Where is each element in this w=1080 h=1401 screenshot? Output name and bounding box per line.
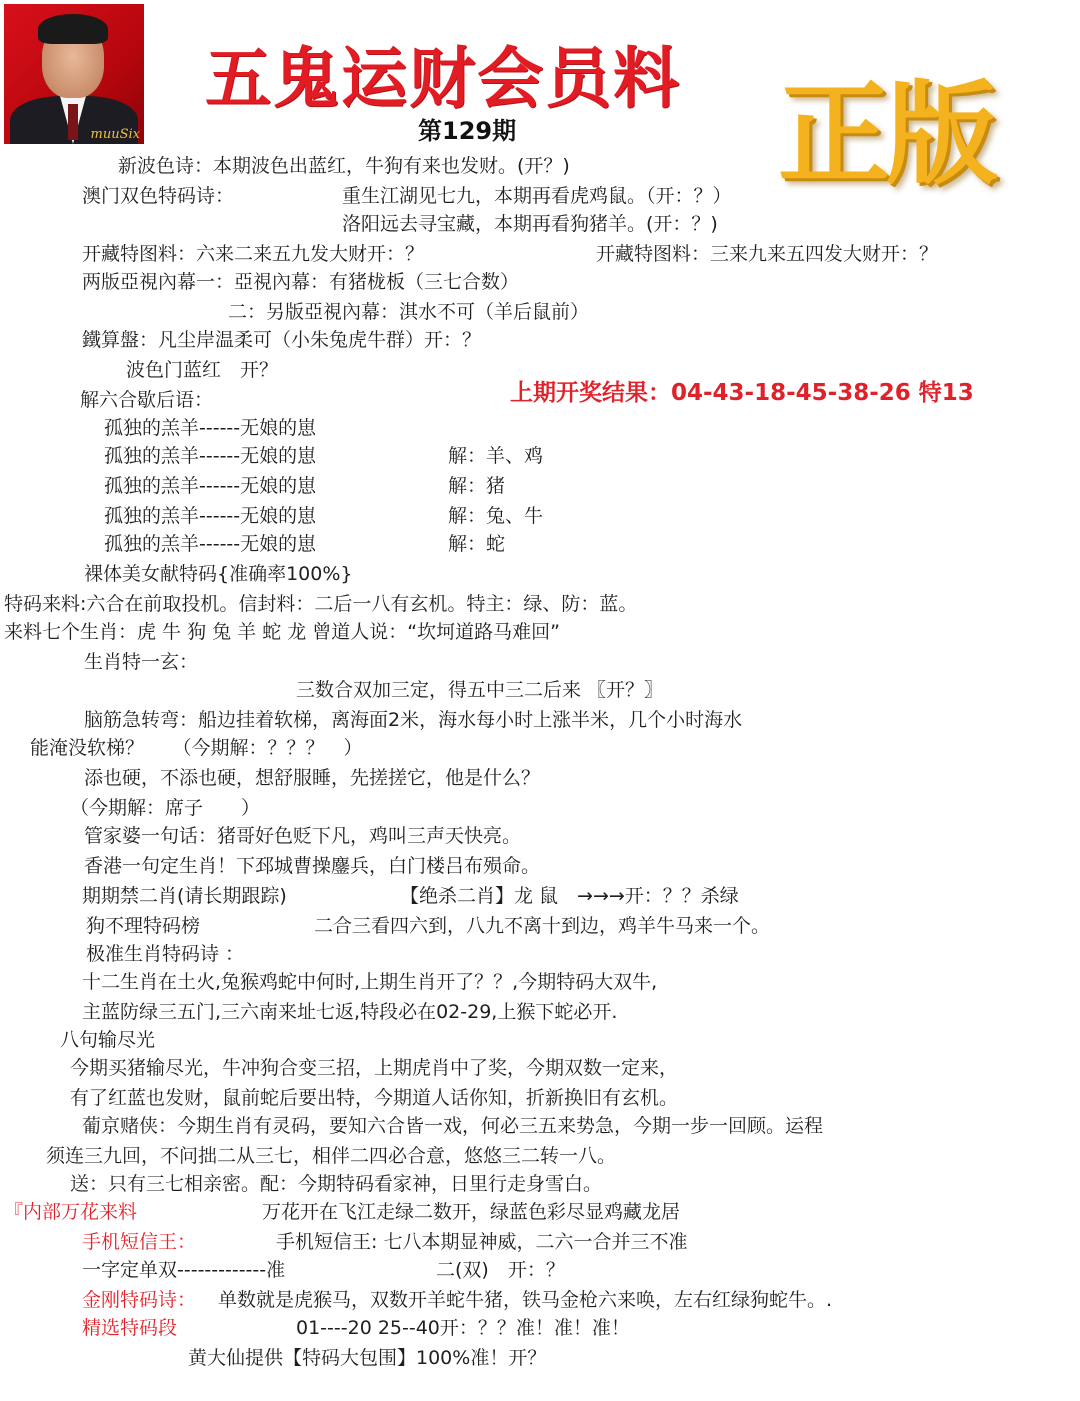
text-line-highlight: 金刚特码诗： [82,1289,197,1311]
text-line: 解：兔、牛 [448,505,544,527]
text-line: 解六合歇后语： [80,389,214,411]
portrait-tie [68,104,78,140]
text-line: 十二生肖在土火,兔猴鸡蛇中何时,上期生肖开了？？,今期特码大双牛, [82,971,658,993]
text-line: 期期禁二肖(请长期跟踪) [82,885,287,907]
text-line: 孤独的羔羊------无娘的崽 [104,475,317,497]
text-line: 三数合双加三定，得五中三二后来 〖开？〗 [296,679,664,701]
text-line: 鐵算盤：凡尘岸温柔可（小朱兔虎牛群）开：？ [82,329,482,351]
text-line: 解：猪 [448,475,506,497]
text-line: 重生江湖见七九，本期再看虎鸡鼠。（开：？） [342,185,732,207]
text-line: 万花开在飞江走绿二数开，绿蓝色彩尽显鸡藏龙居 [262,1201,681,1223]
text-line: 开藏特图料：三来九来五四发大财开：？ [596,243,939,265]
text-line: 葡京赌侠：今期生肖有灵码，要知六合皆一戏，何必三五来势急，今期一步一回顾。运程 [82,1115,824,1137]
last-draw-result: 上期开奖结果：04-43-18-45-38-26 特13 [510,380,974,406]
text-line: 洛阳远去寻宝藏，本期再看狗猪羊。(开：？) [342,213,718,235]
page-title: 五鬼运财会员料 [205,39,681,117]
text-line: 生肖特一玄： [84,651,199,673]
text-line: 两版亞視內幕一：亞視內幕：有猪栊板（三七合数） [82,271,520,293]
text-line: 波色门蓝红 开？ [126,359,279,381]
text-line: 01----20 25--40开：？？准！准！准！ [296,1317,630,1339]
text-line: 孤独的羔羊------无娘的崽 [104,533,317,555]
text-line: 送：只有三七相亲密。配：今期特码看家神，日里行走身雪白。 [70,1173,603,1195]
issue-number: 第129期 [418,117,517,145]
text-line: 特码来料:六合在前取投机。信封料：二后一八有玄机。特主：绿、防：蓝。 [4,593,638,615]
text-line: 须连三九回，不问拙二从三七，相伴二四必合意，悠悠三二转一八。 [46,1145,617,1167]
text-line: 二：另版亞視內幕：淇水不可（羊后鼠前） [228,301,590,323]
text-line-highlight: 手机短信王： [82,1231,197,1253]
text-line: 能淹没软梯？ （今期解：？？？ ） [30,737,363,759]
text-line: 脑筋急转弯：船边挂着软梯，离海面2米，海水每小时上涨半米，几个小时海水 [84,709,743,731]
text-line: 香港一句定生肖！下邳城曹操鏖兵，白门楼吕布殒命。 [84,855,541,877]
text-line: 今期买猪输尽光，牛冲狗合变三招，上期虎肖中了奖，今期双数一定来， [70,1057,679,1079]
text-line: 一字定单双-------------准 [82,1259,286,1281]
text-line: 添也硬，不添也硬，想舒服睡，先搓搓它，他是什么？ [84,767,541,789]
text-line: 【绝杀二肖】龙 鼠 →→→开：？？杀绿 [400,885,739,907]
text-line: 新波色诗：本期波色出蓝红，牛狗有来也发财。(开？) [118,155,570,177]
text-line: 管家婆一句话：猪哥好色贬下凡，鸡叫三声天快亮。 [84,825,522,847]
text-line: 手机短信王: 七八本期显神威，二六一合并三不准 [276,1231,688,1253]
text-line: 来料七个生肖：虎 牛 狗 兔 羊 蛇 龙 曾道人说：“坎坷道路马难回” [4,621,560,643]
text-line: 孤独的羔羊------无娘的崽 [104,505,317,527]
text-line-highlight: 『内部万花来料 [4,1201,138,1223]
portrait-photo [4,4,144,144]
text-line: 孤独的羔羊------无娘的崽 [104,445,317,467]
text-line: 有了红蓝也发财，鼠前蛇后要出特，今期道人话你知，折新换旧有玄机。 [70,1087,679,1109]
text-line: 解：羊、鸡 [448,445,544,467]
text-line: 裸体美女献特码{准确率100%} [84,563,353,585]
text-line: 主蓝防绿三五门,三六南来址七返,特段必在02-29,上猴下蛇必开. [82,1001,618,1023]
text-line: 狗不理特码榜 [86,915,201,937]
text-line: 单数就是虎猴马，双数开羊蛇牛猪，铁马金枪六来唤，左右红绿狗蛇牛。. [218,1289,833,1311]
text-line: 孤独的羔羊------无娘的崽 [104,417,317,439]
portrait-hair [38,14,108,44]
text-line: 八句输尽光 [60,1029,156,1051]
text-line: 澳门双色特码诗： [82,185,235,207]
text-line: 开藏特图料：六来二来五九发大财开：？ [82,243,425,265]
portrait-signature: muuSix [90,127,140,142]
text-line: 极准生肖特码诗 ： [86,943,245,965]
text-line: （今期解：席子 ） [70,797,261,819]
text-line: 解：蛇 [448,533,506,555]
text-line: 二合三看四六到，八九不离十到边，鸡羊牛马来一个。 [314,915,771,937]
text-line-highlight: 精选特码段 [82,1317,178,1339]
text-line: 二(双) 开：？ [436,1259,565,1281]
genuine-stamp: 正版 [778,70,994,200]
text-line: 黄大仙提供【特码大包围】100%准！开？ [188,1347,547,1369]
